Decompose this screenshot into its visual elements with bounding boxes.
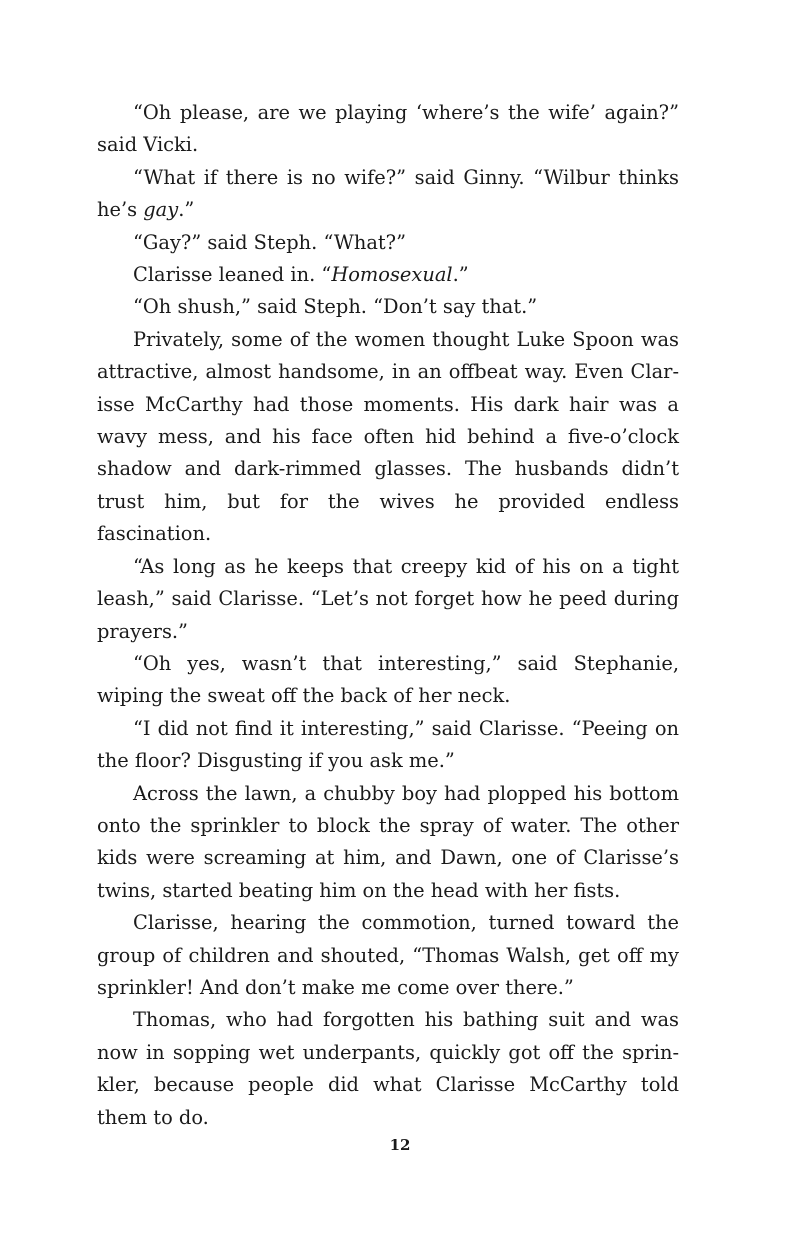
text-run: “Oh shush,” said Steph. “Don’t say that.” bbox=[133, 295, 538, 319]
paragraph bbox=[97, 324, 679, 551]
text-run: “As long as he keeps that creepy kid of his on a tight leash,” said Clarisse. “Let’s not forget how he peed during prayers.” bbox=[97, 554, 679, 643]
text-run: Thomas, who had forgotten his bathing suit and was now in sopping wet underpants, quickly got off the sprinkler, because people did what Clarisse McCarthy told them to do. bbox=[97, 1008, 679, 1129]
paragraph bbox=[97, 778, 679, 908]
paragraph bbox=[97, 259, 679, 291]
text-run: “Oh yes, wasn’t that interesting,” said Stephanie, wiping the sweat off the back of her neck. bbox=[97, 651, 679, 708]
paragraph bbox=[97, 551, 679, 648]
paragraph bbox=[97, 291, 679, 323]
italic-text: gay bbox=[143, 198, 179, 222]
text-run: Clarisse leaned in. “ bbox=[133, 263, 332, 287]
text-run: Privately, some of the women thought Luke Spoon was attractive, almost handsome, in an offbeat way. Even Clarisse McCarthy had those moments. His dark hair was a wavy mess, and his face often hid behind a five-o’clock shadow and dark-rimmed glasses. The husbands didn’t trust him, but for the wives he provided endless fascination. bbox=[97, 327, 679, 546]
paragraph bbox=[97, 648, 679, 713]
text-run: “Gay?” said Steph. “What?” bbox=[133, 230, 406, 254]
page-body bbox=[97, 97, 679, 1134]
text-run: “I did not find it interesting,” said Clarisse. “Peeing on the floor? Disgusting if you ask me.” bbox=[97, 716, 679, 773]
paragraph bbox=[97, 907, 679, 1004]
paragraph bbox=[97, 713, 679, 778]
paragraph bbox=[97, 162, 679, 227]
paragraph bbox=[97, 227, 679, 259]
text-run: Across the lawn, a chubby boy had plopped his bottom onto the sprinkler to block the spray of water. The other kids were screaming at him, and Dawn, one of Clarisse’s twins, started beating him on the head with her fists. bbox=[97, 781, 679, 902]
page-number: 12 bbox=[389, 1136, 411, 1154]
paragraph bbox=[97, 97, 679, 162]
text-run: “Oh please, are we playing ‘where’s the wife’ again?” said Vicki. bbox=[97, 101, 679, 157]
text-run: .” bbox=[178, 198, 195, 222]
text-run: “What if there is no wife?” said Ginny. “Wilbur thinks he’s bbox=[97, 165, 679, 222]
text-run: .” bbox=[452, 263, 469, 287]
paragraph bbox=[97, 1004, 679, 1134]
italic-text: Homosexual bbox=[331, 263, 453, 287]
text-run: Clarisse, hearing the commotion, turned toward the group of children and shouted, “Thomas Walsh, get off my sprinkler! And don’t make me come over there.” bbox=[97, 911, 679, 999]
